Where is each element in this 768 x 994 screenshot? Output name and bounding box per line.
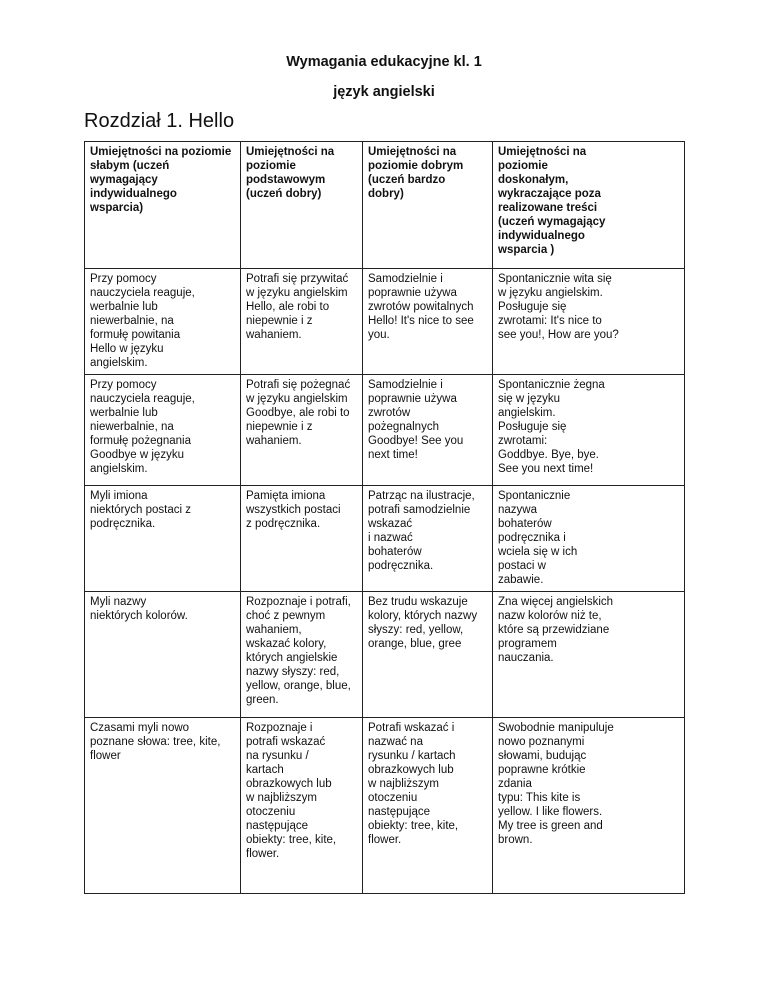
header-cell-good: Umiejętności na poziomie dobrym (uczeń bardzo dobry) — [363, 142, 493, 269]
table-row — [85, 718, 685, 894]
table-header-row — [85, 142, 685, 269]
table-cell: Spontanicznie nazywa bohaterów podręcznika i wciela się w ich postaci w zabawie. — [493, 486, 685, 592]
header-cell-excellent: Umiejętności na poziomie doskonałym, wykraczające poza realizowane treści (uczeń wymagający indywidualnego wsparcia ) — [493, 142, 685, 269]
header-cell-weak: Umiejętności na poziomie słabym (uczeń wymagający indywidualnego wsparcia) — [85, 142, 241, 269]
table-cell: Samodzielnie i poprawnie używa zwrotów powitalnych Hello! It's nice to see you. — [363, 269, 493, 375]
table-cell: Pamięta imiona wszystkich postaci z podręcznika. — [241, 486, 363, 592]
table-cell: Rozpoznaje i potrafi, choć z pewnym wahaniem, wskazać kolory, których angielskie nazwy słyszy: red, yellow, orange, blue, green. — [241, 592, 363, 718]
table-row — [85, 375, 685, 486]
table-row — [85, 592, 685, 718]
header-cell-basic: Umiejętności na poziomie podstawowym (uczeń dobry) — [241, 142, 363, 269]
table-cell: Swobodnie manipuluje nowo poznanymi słowami, budując poprawne krótkie zdania typu: This kite is yellow. I like flowers. My tree is green and brown. — [493, 718, 685, 894]
table-cell: Spontanicznie żegna się w języku angielskim. Posługuje się zwrotami: Goddbye. Bye, bye. See you next time! — [493, 375, 685, 486]
table-cell: Rozpoznaje i potrafi wskazać na rysunku / kartach obrazkowych lub w najbliższym otoczeniu następujące obiekty: tree, kite, flower. — [241, 718, 363, 894]
table-cell: Przy pomocy nauczyciela reaguje, werbalnie lub niewerbalnie, na formułę pożegnania Goodbye w języku angielskim. — [85, 375, 241, 486]
requirements-table — [84, 141, 685, 894]
table-cell: Spontanicznie wita się w języku angielskim. Posługuje się zwrotami: It's nice to see you!, How are you? — [493, 269, 685, 375]
table-cell: Myli imiona niektórych postaci z podręcznika. — [85, 486, 241, 592]
table-cell: Myli nazwy niektórych kolorów. — [85, 592, 241, 718]
table-row — [85, 486, 685, 592]
table-cell: Potrafi się pożegnać w języku angielskim Goodbye, ale robi to niepewnie i z wahaniem. — [241, 375, 363, 486]
document-title: Wymagania edukacyjne kl. 1 — [286, 54, 482, 70]
table-cell: Samodzielnie i poprawnie używa zwrotów pożegnalnych Goodbye! See you next time! — [363, 375, 493, 486]
table-cell: Potrafi się przywitać w języku angielskim Hello, ale robi to niepewnie i z wahaniem. — [241, 269, 363, 375]
table-cell: Patrząc na ilustracje, potrafi samodzielnie wskazać i nazwać bohaterów podręcznika. — [363, 486, 493, 592]
table-cell: Przy pomocy nauczyciela reaguje, werbalnie lub niewerbalnie, na formułę powitania Hello w języku angielskim. — [85, 269, 241, 375]
table-row — [85, 269, 685, 375]
chapter-heading: Rozdział 1. Hello — [84, 110, 235, 132]
table-cell: Potrafi wskazać i nazwać na rysunku / kartach obrazkowych lub w najbliższym otoczeniu następujące obiekty: tree, kite, flower. — [363, 718, 493, 894]
table-cell: Bez trudu wskazuje kolory, których nazwy słyszy: red, yellow, orange, blue, gree — [363, 592, 493, 718]
document-subject: język angielski — [333, 84, 435, 100]
table-cell: Czasami myli nowo poznane słowa: tree, kite, flower — [85, 718, 241, 894]
table-cell: Zna więcej angielskich nazw kolorów niż te, które są przewidziane programem nauczania. — [493, 592, 685, 718]
